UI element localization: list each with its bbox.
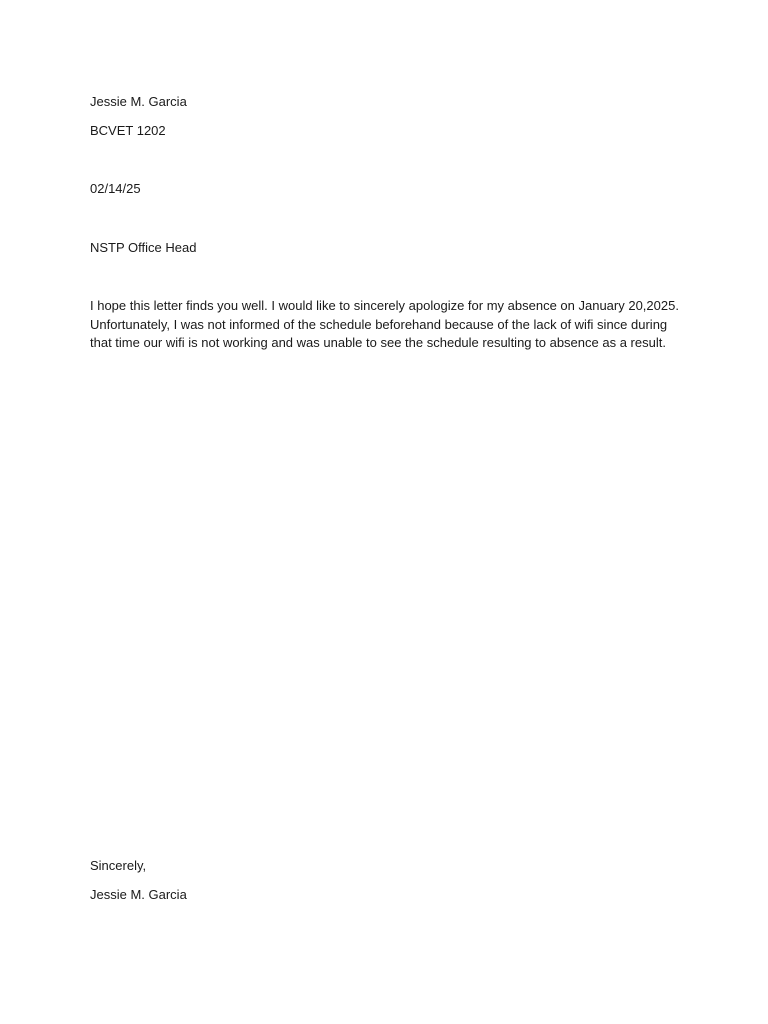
sender-name: Jessie M. Garcia	[90, 94, 187, 109]
recipient: NSTP Office Head	[90, 240, 197, 255]
signature-name: Jessie M. Garcia	[90, 887, 187, 902]
sender-section: BCVET 1202	[90, 123, 166, 138]
letter-date: 02/14/25	[90, 181, 141, 196]
body-line: Unfortunately, I was not informed of the schedule beforehand because of the lack of wifi since during	[90, 316, 668, 332]
body-line: that time our wifi is not working and was unable to see the schedule resulting to absence as a result.	[90, 335, 666, 350]
body-paragraph	[90, 297, 680, 353]
body-line: I hope this letter finds you well. I would like to sincerely apologize for my absence on January 20,2025.	[90, 298, 679, 313]
closing: Sincerely,	[90, 858, 147, 873]
